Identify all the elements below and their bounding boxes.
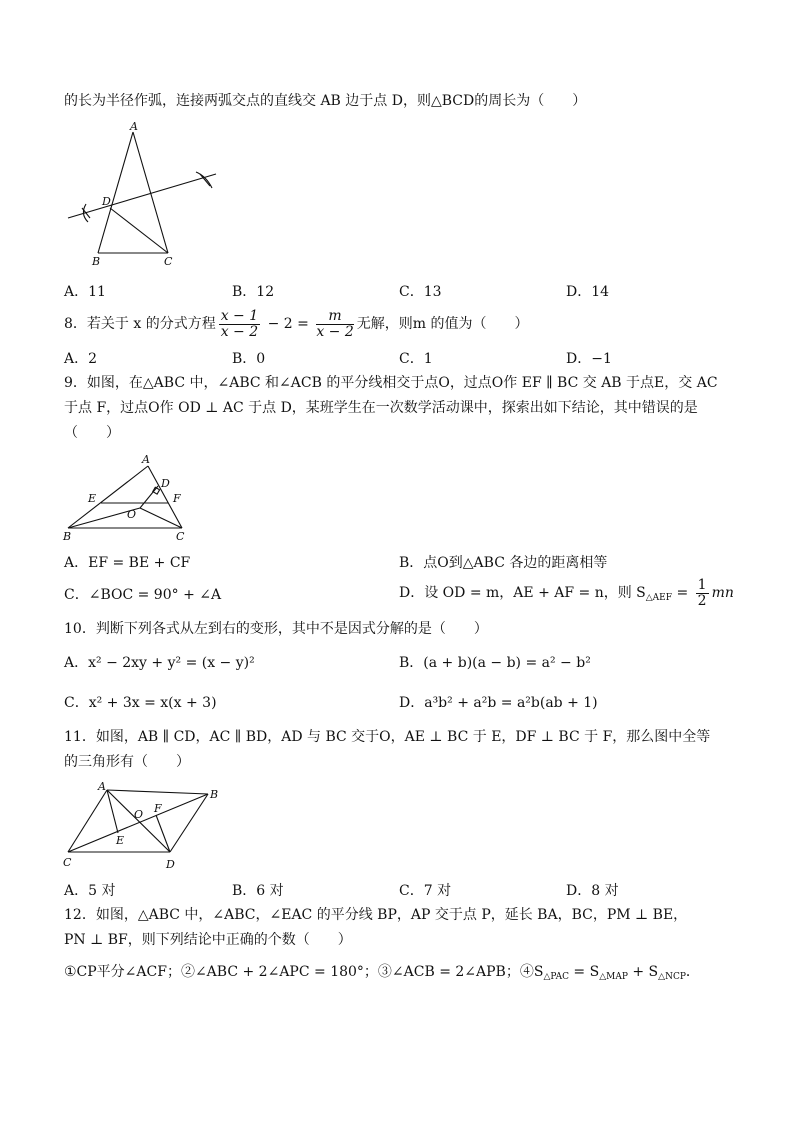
q9-label-o: O bbox=[127, 508, 137, 521]
q11-label-o: O bbox=[134, 808, 144, 821]
q12-subscript-ncp: △NCP bbox=[658, 972, 686, 982]
q9-option-c: C．∠BOC = 90° + ∠A bbox=[64, 587, 222, 603]
q9-label-f: F bbox=[173, 492, 181, 505]
q7-label-a: A bbox=[130, 120, 138, 133]
q9-label-b: B bbox=[63, 530, 72, 542]
q11-option-b: B．6 对 bbox=[232, 883, 284, 899]
q12-subscript-map: △MAP bbox=[599, 972, 628, 982]
q9-figure bbox=[60, 452, 200, 542]
q8-option-c: C．1 bbox=[399, 351, 433, 367]
q9-text-line2: 于点 F，过点O作 OD ⊥ AC 于点 D，某班学生在一次数学活动课中，探索出如下结论，其中错误的是 bbox=[64, 400, 698, 416]
q9-label-d: D bbox=[161, 477, 170, 490]
q8-option-a: A．2 bbox=[64, 351, 98, 367]
q8-frac1-num: x − 1 bbox=[220, 307, 259, 324]
q8-fraction-2 bbox=[316, 309, 353, 340]
q12-statements bbox=[64, 963, 700, 986]
q8-frac1-den: x − 2 bbox=[220, 323, 259, 340]
q8-prefix: 8．若关于 x 的分式方程 bbox=[64, 316, 216, 332]
q12-subscript-pac: △PAC bbox=[543, 972, 569, 982]
q9-option-d-equals: = bbox=[672, 585, 693, 601]
q10-option-d: D．a³b² + a²b = a²b(ab + 1) bbox=[399, 695, 598, 711]
q11-label-c: C bbox=[63, 856, 72, 869]
q12-statements-text: ①CP平分∠ACF；②∠ABC + 2∠APC = 180°；③∠ACB = 2∠APB；④S bbox=[64, 964, 544, 980]
q10-text: 10．判断下列各式从左到右的变形，其中不是因式分解的是（ ） bbox=[64, 621, 488, 637]
q8-frac2-den: x − 2 bbox=[316, 323, 354, 340]
q9-option-d-subscript: △AEF bbox=[645, 593, 673, 603]
q9-label-a: A bbox=[142, 453, 150, 466]
q9-option-d-num: 1 bbox=[697, 576, 707, 593]
q8-middle: − 2 = bbox=[263, 316, 314, 332]
q9-option-d-suffix: mn bbox=[711, 585, 734, 601]
q8-fraction-1 bbox=[219, 309, 260, 340]
q11-label-e: E bbox=[116, 834, 125, 847]
q9-option-d bbox=[399, 577, 734, 614]
q8-suffix: 无解，则m 的值为（ ） bbox=[356, 316, 529, 332]
q10-option-b: B．(a + b)(a − b) = a² − b² bbox=[399, 655, 591, 671]
q7-label-b: B bbox=[92, 255, 101, 268]
q11-option-a: A．5 对 bbox=[64, 883, 116, 899]
q7-option-c: C．13 bbox=[399, 284, 442, 300]
q9-option-d-den: 2 bbox=[697, 592, 707, 609]
q8-option-b: B．0 bbox=[232, 351, 266, 367]
q7-text: 的长为半径作弧，连接两弧交点的直线交 AB 边于点 D，则△BCD的周长为（ ） bbox=[64, 93, 587, 109]
q9-option-d-fraction bbox=[696, 578, 709, 609]
q7-figure bbox=[60, 118, 230, 268]
q10-option-c: C．x² + 3x = x(x + 3) bbox=[64, 695, 217, 711]
q11-figure bbox=[60, 778, 230, 874]
q11-text-line1: 11．如图，AB ∥ CD，AC ∥ BD，AD 与 BC 交于O，AE ⊥ BC 于 E，DF ⊥ BC 于 F，那么图中全等 bbox=[64, 729, 711, 745]
q11-label-a: A bbox=[98, 780, 106, 793]
q9-label-e: E bbox=[88, 492, 97, 505]
q9-text-line3: （ ） bbox=[64, 425, 120, 441]
q11-option-c: C．7 对 bbox=[399, 883, 452, 899]
q7-option-d: D．14 bbox=[566, 284, 610, 300]
q12-equals: = S bbox=[568, 964, 600, 980]
q9-option-d-prefix: D．设 OD = m，AE + AF = n，则 S bbox=[399, 585, 646, 601]
q8-frac2-num: m bbox=[316, 309, 353, 325]
q10-option-a: A．x² − 2xy + y² = (x − y)² bbox=[64, 655, 255, 671]
q8-text bbox=[64, 307, 528, 341]
q9-option-b: B．点O到△ABC 各边的距离相等 bbox=[399, 555, 608, 571]
q12-text-line1: 12．如图，△ABC 中，∠ABC，∠EAC 的平分线 BP，AP 交于点 P，延长 BA，BC，PM ⊥ BE， bbox=[64, 907, 688, 923]
q11-text-line2: 的三角形有（ ） bbox=[64, 754, 190, 770]
q9-option-a: A．EF = BE + CF bbox=[64, 555, 191, 571]
q7-option-a: A．11 bbox=[64, 284, 106, 300]
q7-label-c: C bbox=[164, 255, 173, 268]
q11-label-b: B bbox=[210, 788, 219, 801]
q9-label-c: C bbox=[176, 530, 185, 542]
q8-option-d: D．−1 bbox=[566, 351, 612, 367]
q11-option-d: D．8 对 bbox=[566, 883, 619, 899]
q9-text-line1: 9．如图，在△ABC 中，∠ABC 和∠ACB 的平分线相交于点O，过点O作 EF ∥ BC 交 AB 于点E，交 AC bbox=[64, 375, 718, 391]
q12-text-line2: PN ⊥ BF，则下列结论中正确的个数（ ） bbox=[64, 932, 352, 948]
q7-label-d: D bbox=[102, 195, 111, 208]
q7-option-b: B．12 bbox=[232, 284, 275, 300]
q11-label-f: F bbox=[154, 802, 162, 815]
q11-label-d: D bbox=[166, 858, 175, 871]
q12-period: ． bbox=[685, 964, 700, 980]
q12-plus: + S bbox=[627, 964, 659, 980]
